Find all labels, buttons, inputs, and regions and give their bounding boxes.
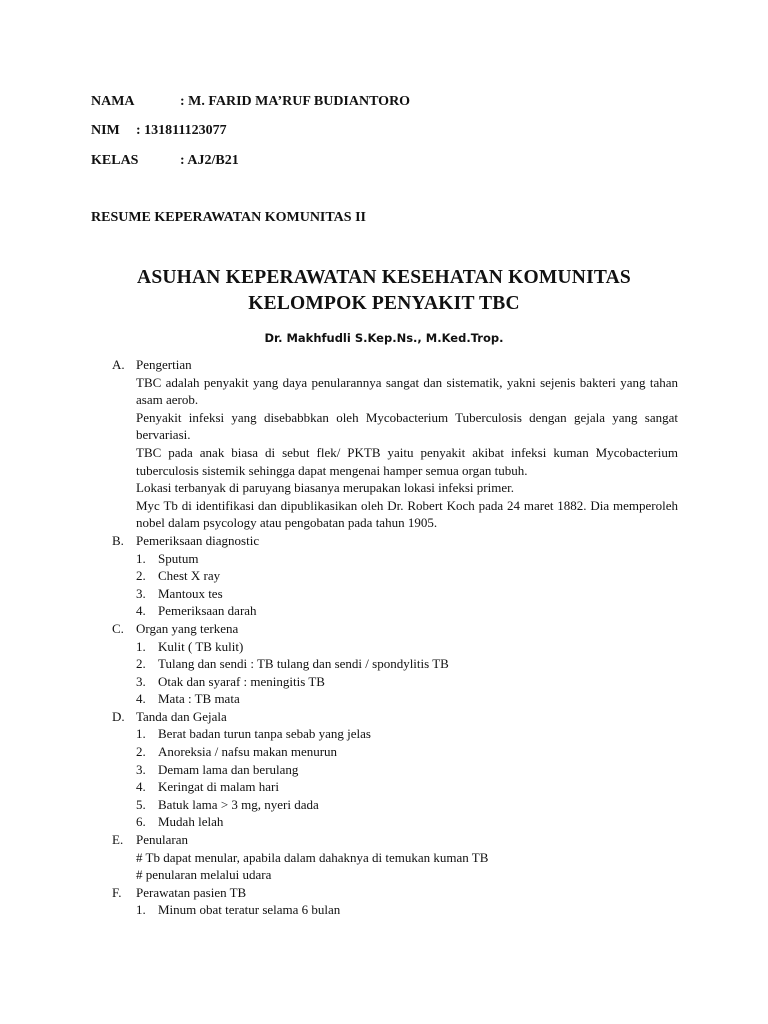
nim-row <box>91 123 227 139</box>
nama-value: : M. FARID MA’RUF BUDIANTORO <box>180 94 411 109</box>
list-number: 4. <box>136 603 146 619</box>
list-number: 2. <box>136 744 146 760</box>
section-heading: Pemeriksaan diagnostic <box>136 532 260 548</box>
document-title-line-1: ASUHAN KEPERAWATAN KESEHATAN KOMUNITAS <box>137 267 631 288</box>
list-text: Tulang dan sendi : TB tulang dan sendi / spondylitis TB <box>158 656 449 672</box>
list-number: 1. <box>136 550 146 566</box>
kelas-label: KELAS <box>91 153 139 168</box>
nama-label: NAMA <box>91 94 135 109</box>
list-item <box>136 743 678 761</box>
list-item <box>136 901 678 919</box>
section-letter: F. <box>112 884 122 900</box>
list-item <box>136 585 678 603</box>
list-item <box>136 602 678 620</box>
list-text: Sputum <box>158 550 199 566</box>
list-item <box>136 690 678 708</box>
nim-label: NIM <box>91 123 120 138</box>
list-number: 5. <box>136 796 146 812</box>
list-number: 4. <box>136 691 146 707</box>
section-heading: Tanda dan Gejala <box>136 708 227 724</box>
list-text: Kulit ( TB kulit) <box>158 638 244 654</box>
list-text: Mantoux tes <box>158 585 223 601</box>
document-title-line-2: KELOMPOK PENYAKIT TBC <box>248 293 520 314</box>
section-pemeriksaan-diagnostic <box>112 532 678 620</box>
section-organ-yang-terkena <box>112 620 678 708</box>
kelas-value: : AJ2/B21 <box>180 153 239 168</box>
list-number: 2. <box>136 656 146 672</box>
resume-heading: RESUME KEPERAWATAN KOMUNITAS II <box>91 210 366 225</box>
list-text: Otak dan syaraf : meningitis TB <box>158 673 325 689</box>
list-item <box>136 725 678 743</box>
section-heading: Perawatan pasien TB <box>136 884 247 900</box>
section-letter: B. <box>112 532 124 548</box>
list-text: Anoreksia / nafsu makan menurun <box>158 744 338 760</box>
list-number: 4. <box>136 779 146 795</box>
paragraph: Penyakit infeksi yang disebabbkan oleh Mycobacterium Tuberculosis dengan gejala yang sangat bervariasi. <box>136 409 678 443</box>
nama-row <box>91 94 411 110</box>
section-tanda-dan-gejala <box>112 708 678 831</box>
list-number: 1. <box>136 638 146 654</box>
section-letter: D. <box>112 708 125 724</box>
list-item <box>136 638 678 656</box>
list-text: Minum obat teratur selama 6 bulan <box>158 902 341 918</box>
paragraph: # penularan melalui udara <box>136 867 272 883</box>
list-text: Pemeriksaan darah <box>158 603 257 619</box>
list-text: Chest X ray <box>158 568 221 584</box>
section-heading: Pengertian <box>136 357 192 372</box>
paragraph: # Tb dapat menular, apabila dalam dahaknya di temukan kuman TB <box>136 849 489 865</box>
section-letter: C. <box>112 620 124 636</box>
list-text: Keringat di malam hari <box>158 779 279 795</box>
list-item <box>136 761 678 779</box>
list-item <box>136 550 678 568</box>
section-penularan <box>112 831 678 884</box>
list-item <box>136 673 678 691</box>
list-number: 3. <box>136 673 146 689</box>
list-text: Batuk lama > 3 mg, nyeri dada <box>158 796 319 812</box>
list-item <box>136 567 678 585</box>
section-heading: Organ yang terkena <box>136 620 239 636</box>
list-number: 3. <box>136 585 146 601</box>
paragraph: TBC adalah penyakit yang daya penularannya sangat dan sistematik, yakni sejenis bakteri yang tahan asam aerob. <box>136 374 678 408</box>
nim-value: : 131811123077 <box>136 123 227 138</box>
paragraph: Lokasi terbanyak di paruyang biasanya merupakan lokasi infeksi primer. <box>136 480 514 496</box>
list-item <box>136 655 678 673</box>
list-number: 6. <box>136 814 146 830</box>
section-heading: Penularan <box>136 832 188 848</box>
list-item <box>136 778 678 796</box>
list-item <box>136 796 678 814</box>
list-number: 3. <box>136 761 146 777</box>
list-text: Demam lama dan berulang <box>158 761 299 777</box>
list-number: 1. <box>136 902 146 918</box>
list-number: 2. <box>136 568 146 584</box>
author-line: Dr. Makhfudli S.Kep.Ns., M.Ked.Trop. <box>264 331 504 345</box>
list-text: Mudah lelah <box>158 814 224 830</box>
section-pengertian <box>112 356 678 532</box>
section-letter: A. <box>112 357 125 372</box>
paragraph: TBC pada anak biasa di sebut flek/ PKTB yaitu penyakit akibat infeksi kuman Mycobacterium tuberculosis sistemik sehingga dapat mengenai hamper semua organ tubuh. <box>136 444 678 478</box>
section-letter: E. <box>112 832 124 848</box>
list-item <box>136 813 678 831</box>
document-body <box>112 356 678 919</box>
list-text: Berat badan turun tanpa sebab yang jelas <box>158 726 371 742</box>
section-perawatan-pasien-tb <box>112 884 678 919</box>
paragraph: Myc Tb di identifikasi dan dipublikasikan oleh Dr. Robert Koch pada 24 maret 1882. Dia memperoleh nobel dalam psycology atau pengobatan pada tahun 1905. <box>136 497 678 531</box>
list-number: 1. <box>136 726 146 742</box>
list-text: Mata : TB mata <box>158 691 240 707</box>
kelas-row <box>91 153 239 169</box>
